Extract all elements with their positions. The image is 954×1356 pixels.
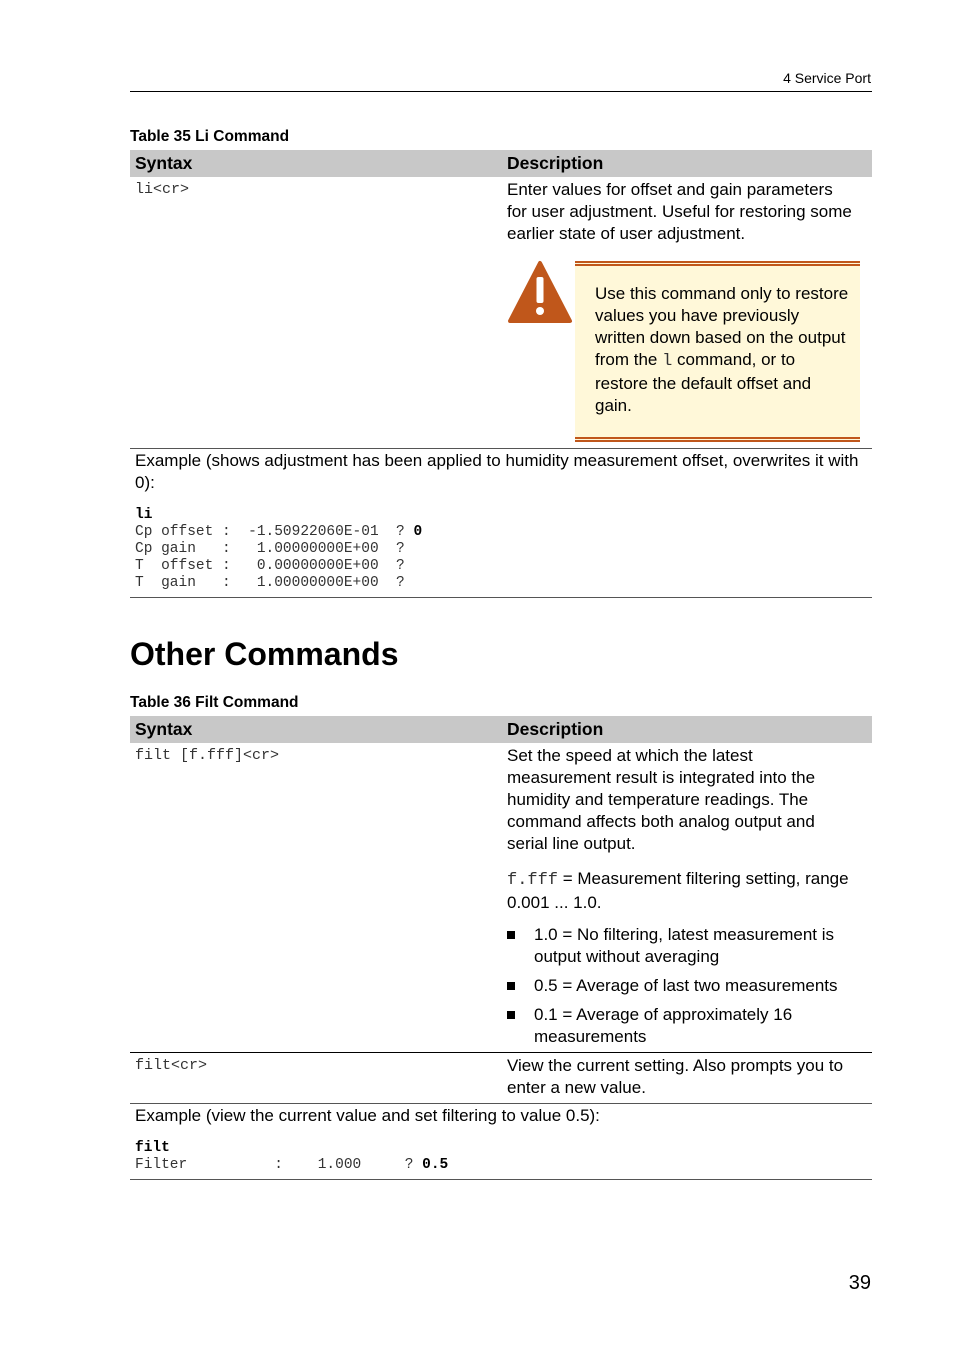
page-number: 39 — [848, 1272, 871, 1294]
warning-box — [575, 261, 860, 442]
table-36-row-divider — [130, 1052, 872, 1053]
li-description: Enter values for offset and gain parameters for user adjustment. Useful for restoring some earlier state of user adjustment. — [507, 180, 852, 243]
li-syntax: li<cr> — [135, 181, 190, 198]
filt-param-syntax: filt [f.fff]<cr> — [135, 747, 280, 764]
running-header: 4 Service Port — [783, 70, 871, 86]
table-35-caption: Table 35 Li Command — [130, 128, 290, 145]
table-36-bottom-rule — [130, 1179, 872, 1180]
li-example-text: Example (shows adjustment has been applied to humidity measurement offset, overwrites it with 0): — [135, 451, 859, 492]
bullet-icon — [507, 1011, 515, 1019]
li-example-code: li Cp offset : -1.50922060E-01 ? 0 Cp gain : 1.00000000E+00 ? T offset : 0.00000000E+00 ? T gain : 1.00000000E+00 ? — [135, 507, 423, 591]
column-header-syntax: Syntax — [135, 719, 193, 739]
filt-view-description: View the current setting. Also prompts you to enter a new value. — [507, 1056, 844, 1097]
table-36-row-divider — [130, 1103, 872, 1104]
table-36-header — [130, 716, 872, 743]
table-35-row-divider — [130, 448, 872, 449]
warning-text: Use this command only to restore values you have previously written down based on the output from the l command, or to restore the default offset and gain. — [595, 284, 849, 415]
filt-example-text: Example (view the current value and set filtering to value 0.5): — [135, 1106, 600, 1125]
bullet-icon — [507, 931, 515, 939]
warning-inline-code: l — [662, 352, 673, 371]
warning-triangle-icon — [507, 259, 573, 325]
table-36-caption: Table 36 Filt Command — [130, 694, 299, 711]
column-header-description: Description — [507, 153, 604, 173]
filt-example-code: filt Filter : 1.000 ? 0.5 — [135, 1140, 449, 1173]
filt-view-syntax: filt<cr> — [135, 1057, 208, 1074]
list-item: 0.5 = Average of last two measurements — [507, 975, 867, 997]
filt-param-definition: f.fff = Measurement filtering setting, range 0.001 ... 1.0. — [507, 869, 849, 912]
list-item: 1.0 = No filtering, latest measurement is output without averaging — [507, 924, 867, 968]
section-title: Other Commands — [130, 636, 399, 672]
column-header-description: Description — [507, 719, 604, 739]
param-code: f.fff — [507, 871, 559, 890]
filt-param-description: Set the speed at which the latest measurement result is integrated into the humidity and temperature readings. The command affects both analog output and serial line output. — [507, 746, 816, 853]
header-rule — [130, 91, 872, 92]
table-35-header — [130, 150, 872, 177]
column-header-syntax: Syntax — [135, 153, 193, 173]
list-item: 0.1 = Average of approximately 16 measurements — [507, 1004, 867, 1048]
table-35-bottom-rule — [130, 597, 872, 598]
bullet-icon — [507, 982, 515, 990]
